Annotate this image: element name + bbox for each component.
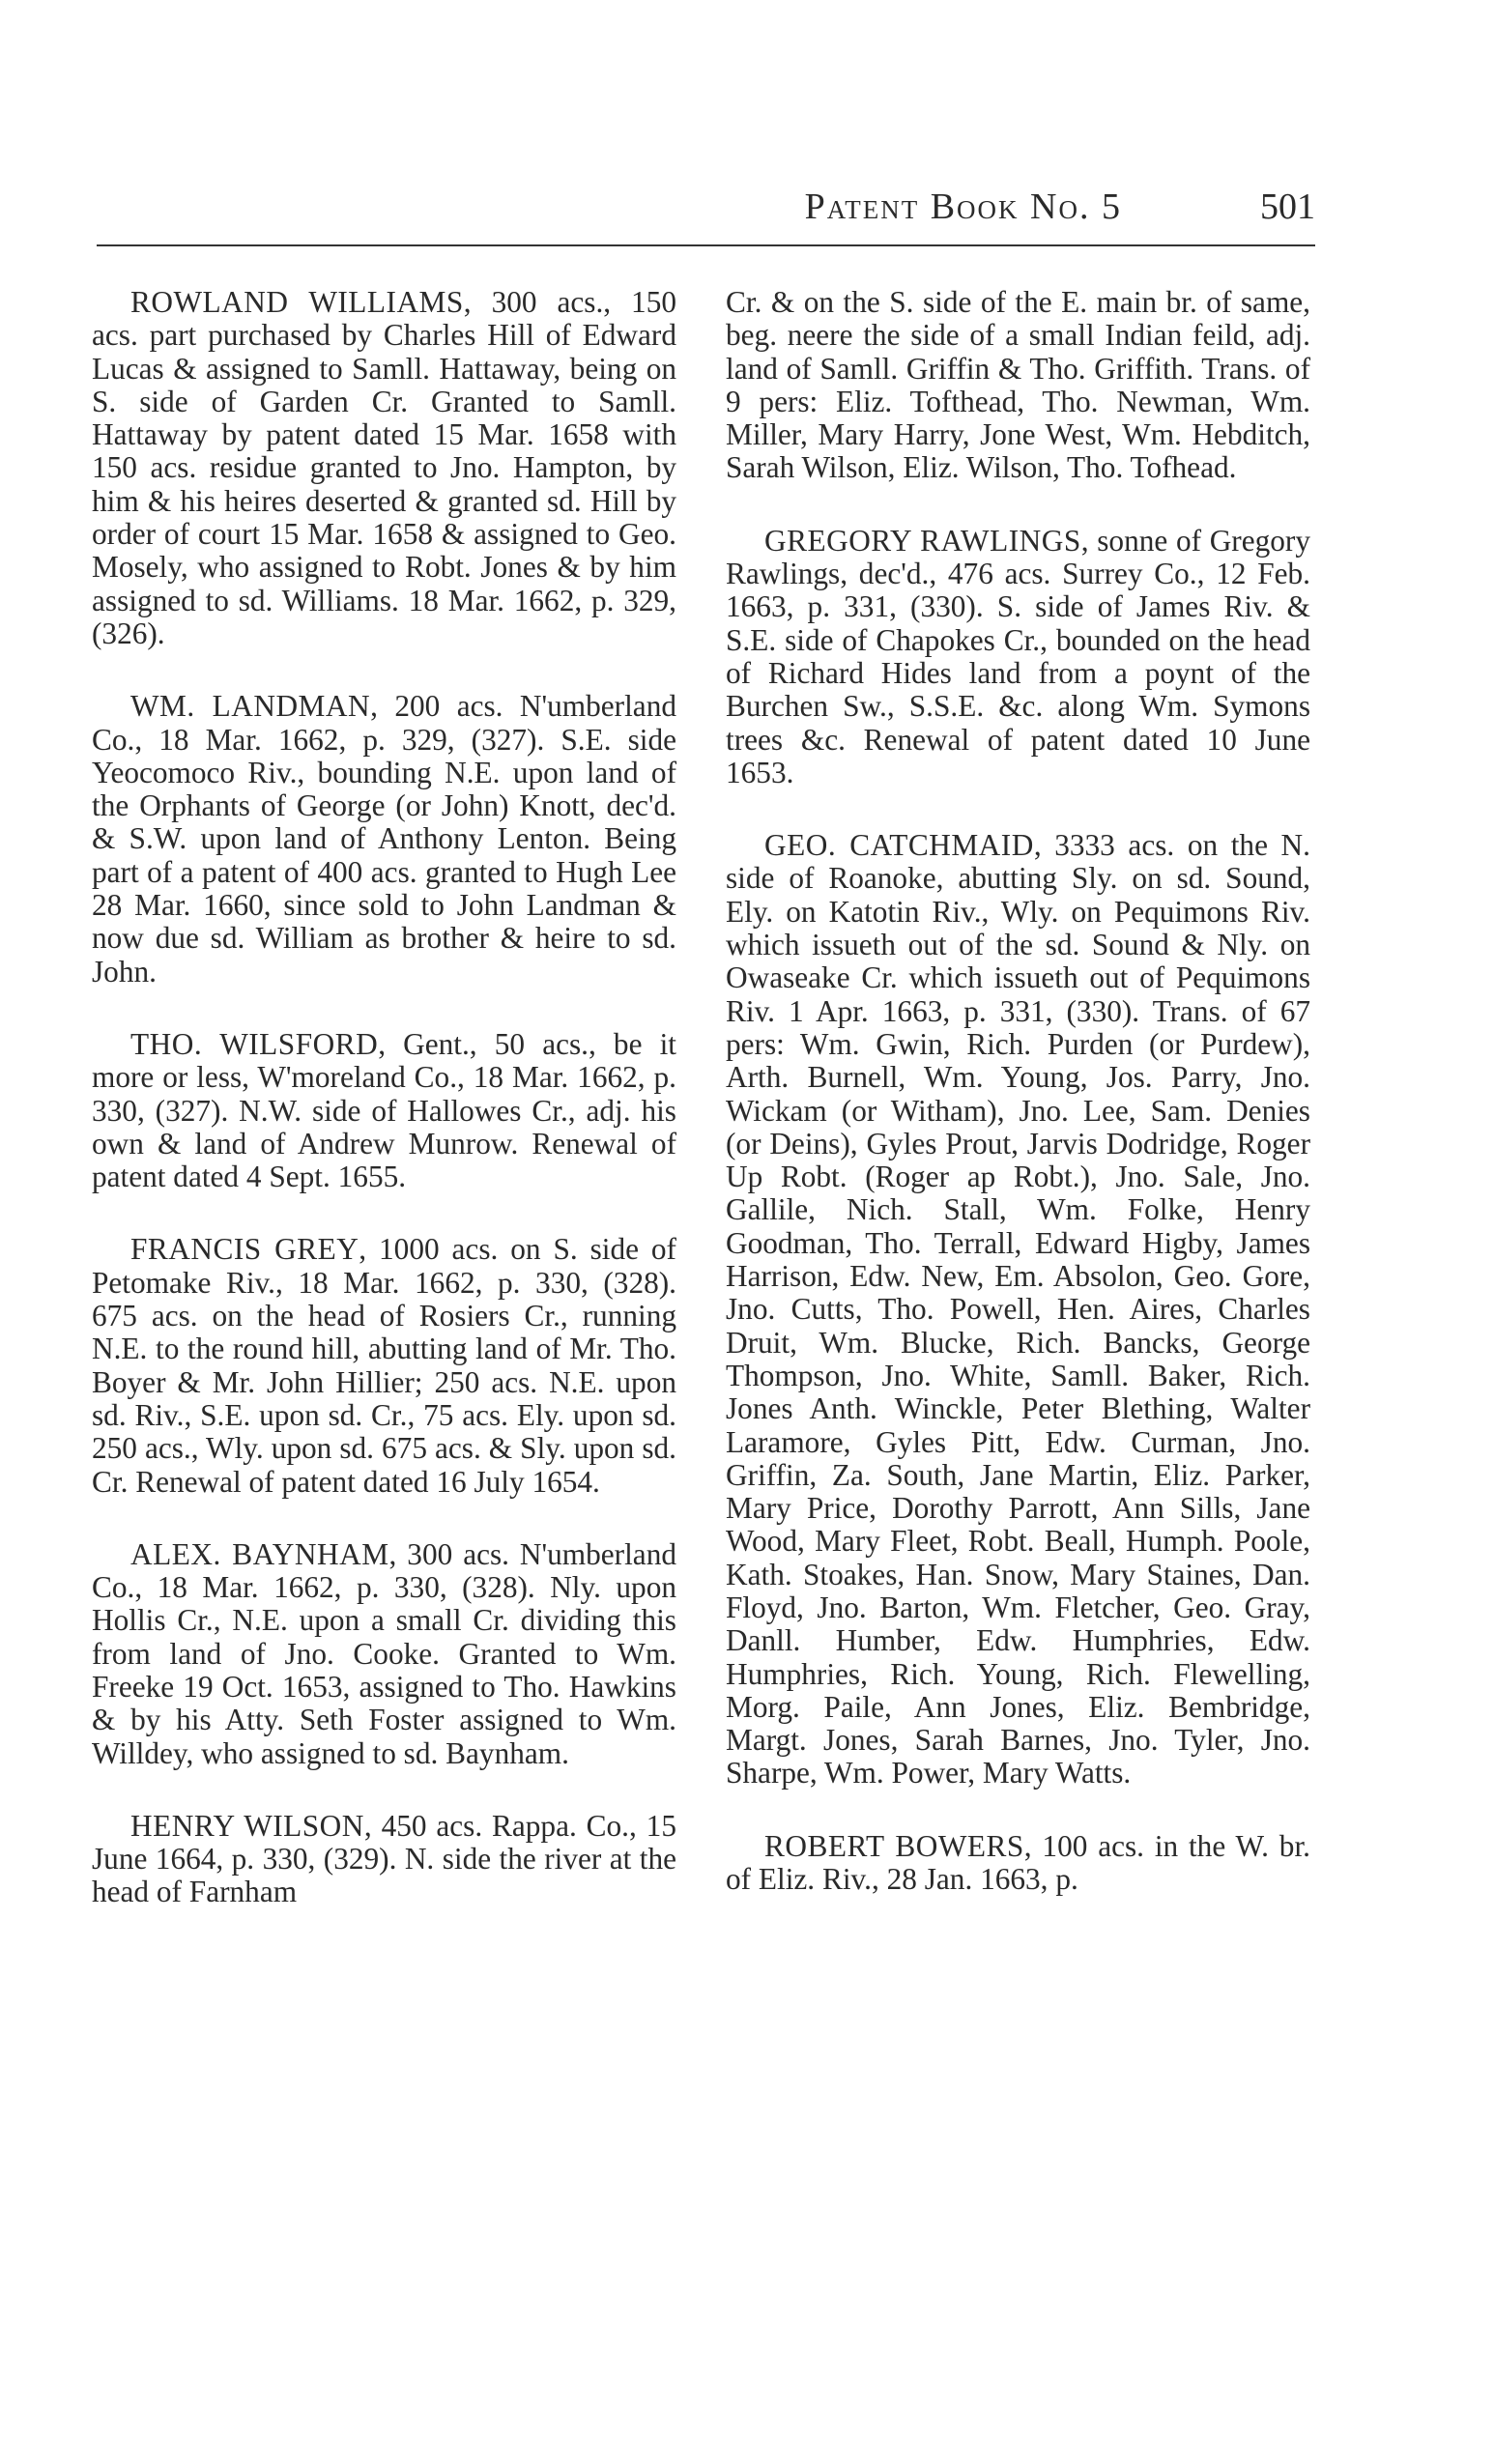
entry-text: , 3333 acs. on the N. side of Roanoke, abutting Sly. on sd. Sound, Ely. on Katotin Riv., Wly. on Pequimons Riv. which issueth out of the sd. Sound & Nly. on Owaseake Cr. which issueth out of Pequimons Riv. 1 Apr. 1663, p. 331, (330). Trans. of 67 pers: Wm. Gwin, Rich. Purden (or Purdew), Arth. Burnell, Wm. Young, Jos. Parry, Jno. Wickam (or Witham), Jno. Lee, Sam. Denies (or Deins), Gyles Prout, Jarvis Dodridge, Roger Up Robt. (Roger ap Robt.), Jno. Sale, Jno. Gallile, Nich. Stall, Wm. Folke, Henry Goodman, Tho. Terrall, Edward Higby, James Harrison, Edw. New, Em. Absolon, Geo. Gore, Jno. Cutts, Tho. Powell, Hen. Aires, Charles Druit, Wm. Blucke, Rich. Bancks, George Thompson, Jno. White, Samll. Baker, Rich. Jones Anth. Winckle, Peter Blething, Walter Laramore, Gyles Pitt, Edw. Curman, Jno. Griffin, Za. South, Jane Martin, Eliz. Parker, Mary Price, Dorothy Parrott, Ann Sills, Jane Wood, Mary Fleet, Robt. Beall, Humph. Poole, Kath. Stoakes, Han. Snow, Mary Staines, Dan. Floyd, Jno. Barton, Wm. Fletcher, Geo. Gray, Danll. Humber, Edw. Humphries, Edw. Humphries, Rich. Young, Rich. Flewelling, Morg. Paile, Ann Jones, Eliz. Bembridge, Margt. Jones, Sarah Barnes, Jno. Tyler, Jno. Sharpe, Wm. Power, Mary Watts. <box>726 828 1310 1791</box>
entry-text: , 450 acs. Rappa. Co., 15 June 1664, p. 330, (329). N. side the river at the head of Farnham <box>92 1808 676 1909</box>
entry-text: , Gent., 50 acs., be it more or less, W'moreland Co., 18 Mar. 1662, p. 330, (327). N.W. side of Hallowes Cr., adj. his own & land of Andrew Munrow. Renewal of patent dated 4 Sept. 1655. <box>92 1026 676 1194</box>
entry-text: , 100 acs. in the W. br. of Eliz. Riv., 28 Jan. 1663, p. <box>726 1828 1310 1897</box>
entry-text: , 300 acs. N'umberland Co., 18 Mar. 1662, p. 330, (328). Nly. upon Hollis Cr., N.E. upon a small Cr. dividing this from land of Jno. Cooke. Granted to Wm. Freeke 19 Oct. 1653, assigned to Tho. Hawkins & by his Atty. Seth Foster assigned to Wm. Willdey, who assigned to sd. Baynham. <box>92 1536 676 1770</box>
patent-entry <box>726 1830 1310 1897</box>
right-column <box>726 286 1310 1935</box>
patent-entry <box>726 525 1310 789</box>
grantee-name: GREGORY RAWLINGS <box>764 523 1081 558</box>
entry-text: , 200 acs. N'umberland Co., 18 Mar. 1662, p. 329, (327). S.E. side Yeocomoco Riv., bounding N.E. upon land of the Orphants of George (or John) Knott, dec'd. & S.W. upon land of Anthony Lenton. Being part of a patent of 400 acs. granted to Hugh Lee 28 Mar. 1660, since sold to John Landman & now due sd. William as brother & heire to sd. John. <box>92 689 676 988</box>
grantee-name: FRANCIS GREY <box>130 1232 359 1267</box>
grantee-name: WM. LANDMAN <box>130 689 371 724</box>
left-column <box>92 286 676 1949</box>
patent-entry <box>92 1233 676 1498</box>
grantee-name: GEO. CATCHMAID <box>764 828 1034 863</box>
grantee-name: ROWLAND WILLIAMS <box>130 285 464 319</box>
patent-entry <box>92 286 676 650</box>
running-title: Patent Book No. 5 <box>804 186 1122 227</box>
patent-entry <box>92 1810 676 1909</box>
grantee-name: HENRY WILSON <box>130 1808 364 1843</box>
patent-entry <box>726 829 1310 1791</box>
entry-text: , 1000 acs. on S. side of Petomake Riv., 18 Mar. 1662, p. 330, (328). 675 acs. on the head of Rosiers Cr., running N.E. to the round hill, abutting land of Mr. Tho. Boyer & Mr. John Hillier; 250 acs. N.E. upon sd. Riv., S.E. upon sd. Cr., 75 acs. Ely. upon sd. 250 acs., Wly. upon sd. 675 acs. & Sly. upon sd. Cr. Renewal of patent dated 16 July 1654. <box>92 1232 676 1499</box>
entry-text: , sonne of Gregory Rawlings, dec'd., 476 acs. Surrey Co., 12 Feb. 1663, p. 331, (330). S. side of James Riv. & S.E. side of Chapokes Cr., bounded on the head of Richard Hides land from a poynt of the Burchen Sw., S.S.E. &c. along Wm. Symons trees &c. Renewal of patent dated 10 June 1653. <box>726 523 1310 789</box>
grantee-name: THO. WILSFORD <box>130 1026 379 1061</box>
page-header <box>97 186 1315 244</box>
entry-text: , 300 acs., 150 acs. part purchased by Charles Hill of Edward Lucas & assigned to Samll. Hattaway, being on S. side of Garden Cr. Granted to Samll. Hattaway by patent dated 15 Mar. 1658 with 150 acs. residue granted to Jno. Hampton, by him & his heires deserted & granted sd. Hill by order of court 15 Mar. 1658 & assigned to Geo. Mosely, who assigned to Robt. Jones & by him assigned to sd. Williams. 18 Mar. 1662, p. 329, (326). <box>92 285 676 650</box>
grantee-name: ROBERT BOWERS <box>764 1828 1024 1863</box>
patent-entry <box>92 690 676 988</box>
page-number: 501 <box>1260 186 1315 227</box>
patent-entry-continued <box>726 286 1310 485</box>
patent-entry <box>92 1538 676 1770</box>
header-rule <box>97 244 1315 246</box>
entry-text: Cr. & on the S. side of the E. main br. of same, beg. neere the side of a small Indian feild, adj. land of Samll. Griffin & Tho. Griffith. Trans. of 9 pers: Eliz. Tofthead, Tho. Newman, Wm. Miller, Mary Harry, Jone West, Wm. Hebditch, Sarah Wilson, Eliz. Wilson, Tho. Tofhead. <box>726 285 1310 485</box>
patent-entry <box>92 1028 676 1193</box>
grantee-name: ALEX. BAYNHAM <box>130 1536 389 1571</box>
